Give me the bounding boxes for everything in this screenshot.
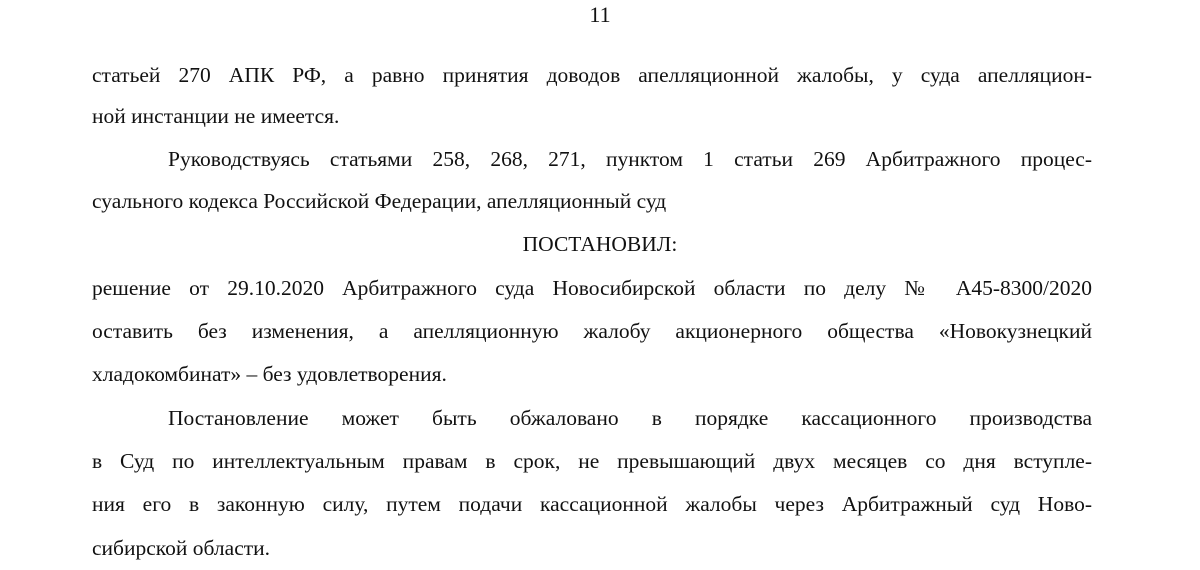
paragraph-3-line-3: хладокомбинат» – без удовлетворения. bbox=[92, 362, 447, 386]
resolution-heading: ПОСТАНОВИЛ: bbox=[522, 232, 678, 256]
paragraph-3-line-1: решение от 29.10.2020 Арбитражного суда Новосибирской области по делу № А45-8300/2020 bbox=[92, 276, 1092, 300]
paragraph-3-line-2: оставить без изменения, а апелляционную жалобу акционерного общества «Новокузнецкий bbox=[92, 319, 1092, 343]
paragraph-2-line-2: суального кодекса Российской Федерации, апелляционный суд bbox=[92, 189, 667, 213]
page-number: 11 bbox=[589, 2, 611, 27]
paragraph-1-line-1: статьей 270 АПК РФ, а равно принятия доводов апелляционной жалобы, у суда апелляцион- bbox=[92, 63, 1092, 87]
paragraph-1-line-2: ной инстанции не имеется. bbox=[92, 104, 340, 128]
paragraph-4-line-2: в Суд по интеллектуальным правам в срок, не превышающий двух месяцев со дня вступле- bbox=[92, 449, 1092, 473]
paragraph-4-line-4: сибирской области. bbox=[92, 536, 271, 560]
paragraph-4-line-1: Постановление может быть обжаловано в порядке кассационного производства bbox=[168, 406, 1092, 430]
paragraph-4-line-3: ния его в законную силу, путем подачи кассационной жалобы через Арбитражный суд Ново- bbox=[92, 492, 1092, 516]
paragraph-2-line-1: Руководствуясь статьями 258, 268, 271, пунктом 1 статьи 269 Арбитражного процес- bbox=[168, 147, 1092, 171]
